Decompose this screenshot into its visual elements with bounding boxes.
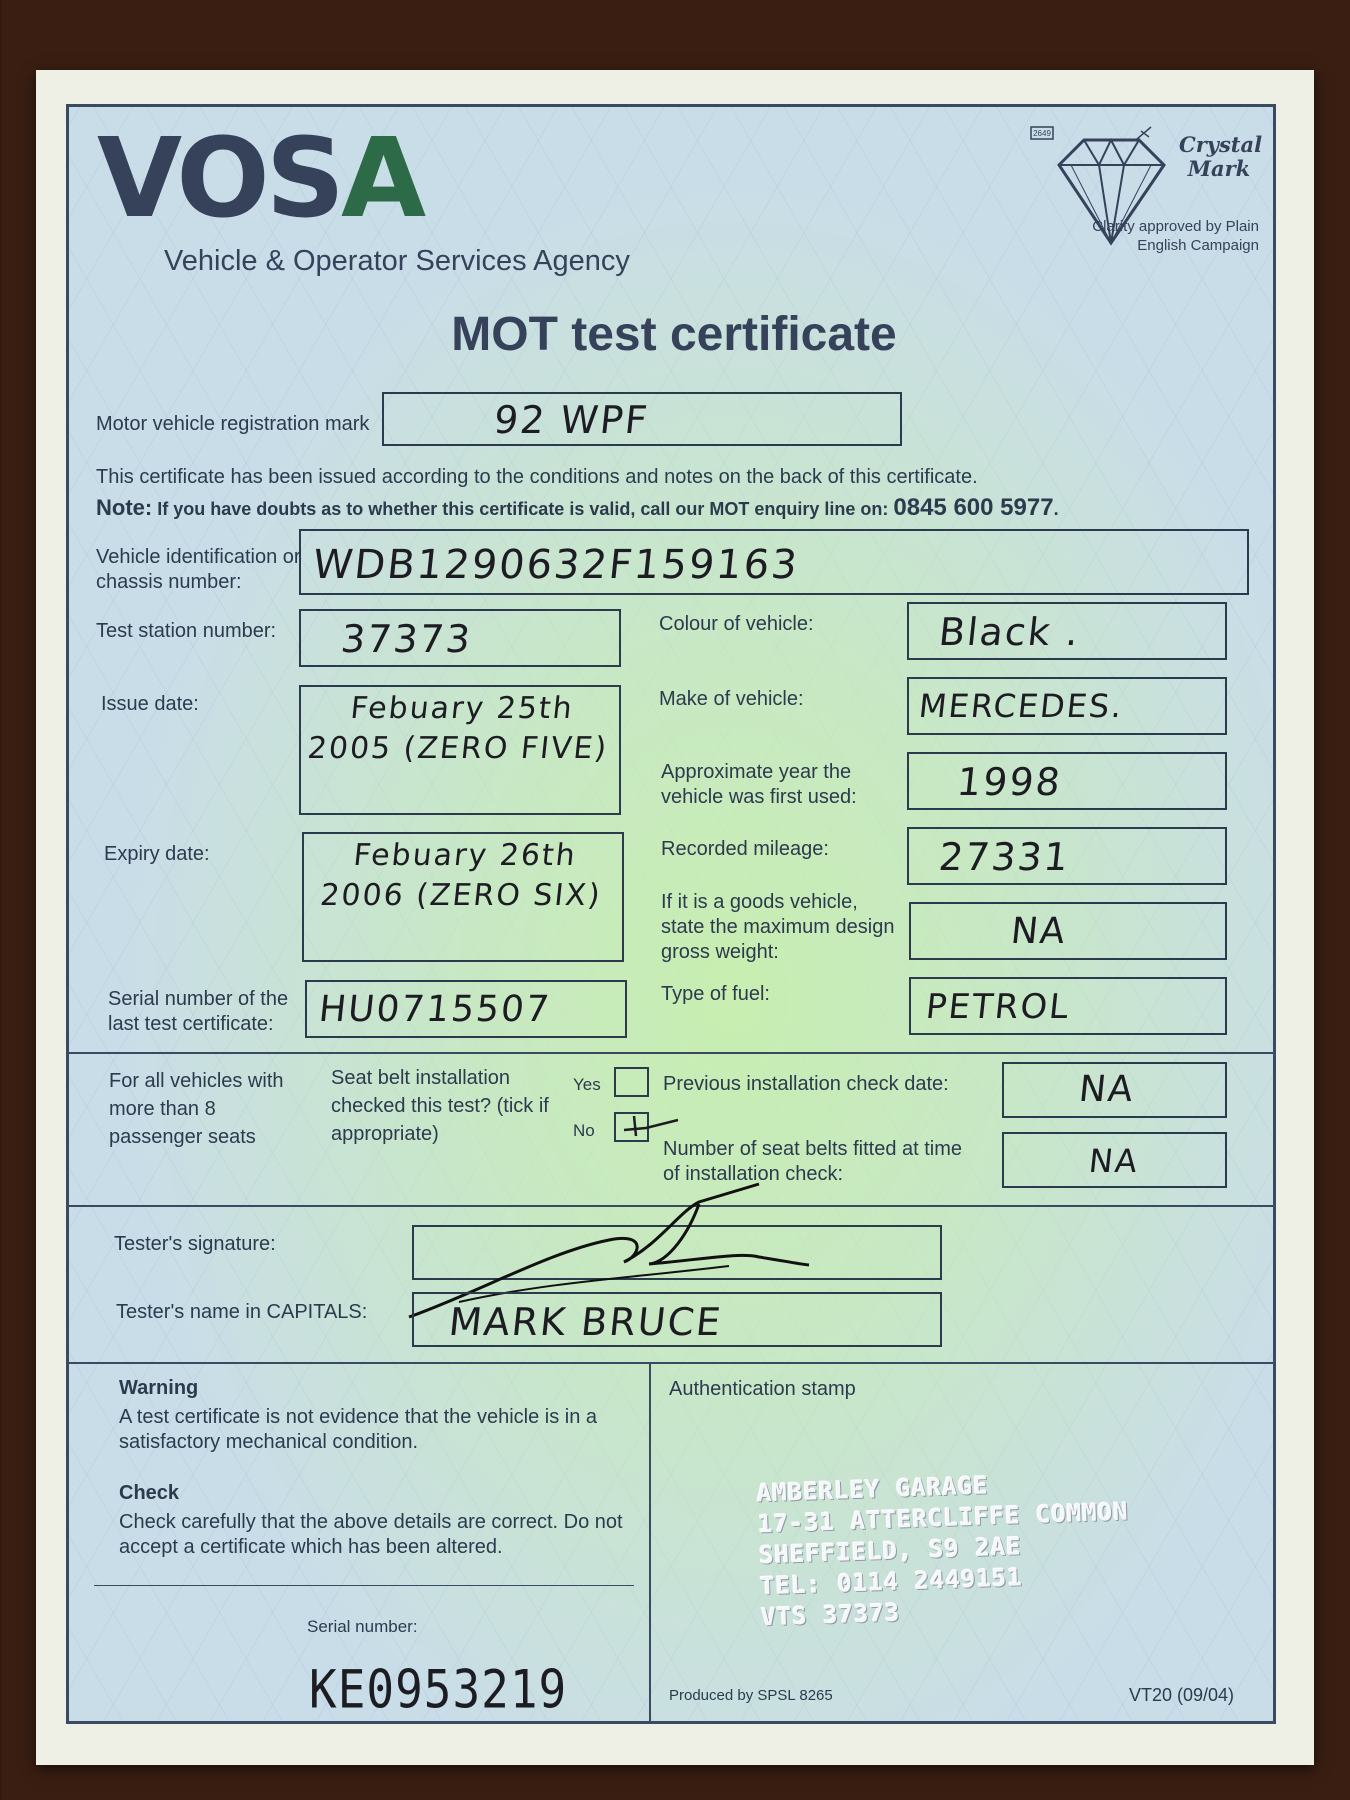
note-label: Note: [96, 495, 153, 520]
warning-text: A test certificate is not evidence that the vehicle is in a satisfactory mechanical condition. [119, 1406, 598, 1453]
make-label: Make of vehicle: [659, 688, 804, 710]
mileage-box [907, 827, 1227, 885]
yes-checkbox[interactable] [614, 1067, 649, 1097]
serial-last-value: HU0715507 [316, 989, 553, 1030]
previous-check-value: NA [1076, 1069, 1137, 1110]
logo-main-text: VOS [97, 114, 341, 242]
stamp-line: VTS 37373 [760, 1598, 901, 1632]
number-belts-value: NA [1087, 1142, 1141, 1180]
fuel-label: Type of fuel: [661, 983, 770, 1005]
registration-label: Motor vehicle registration mark [96, 413, 370, 435]
divider-footer [69, 1362, 1275, 1364]
tester-name-label: Tester's name in CAPITALS: [116, 1301, 368, 1323]
serial-last-label: Serial number of the last test certificate: [108, 988, 289, 1035]
certificate-paper [36, 70, 1314, 1765]
station-value: 37373 [338, 617, 475, 661]
year-label: Approximate year the vehicle was first used: [661, 761, 857, 808]
note-line [96, 493, 1266, 524]
fuel-box [909, 977, 1227, 1035]
issue-box [299, 685, 621, 815]
tick-mark-icon [616, 1110, 686, 1140]
tester-name-value: MARK BRUCE [446, 1300, 725, 1344]
certificate-sheet [66, 104, 1276, 1724]
colour-label: Colour of vehicle: [659, 613, 814, 635]
make-value: MERCEDES. [917, 687, 1126, 725]
make-box [907, 677, 1227, 735]
vin-box [299, 529, 1249, 595]
authentication-stamp [756, 1466, 1132, 1634]
conditions-text: This certificate has been issued according to the conditions and notes on the back of this certificate. [96, 466, 978, 488]
check-text: Check carefully that the above details are correct. Do not accept a certificate which has been altered. [119, 1511, 623, 1558]
stamp-line: AMBERLEY GARAGE [756, 1471, 990, 1508]
goods-label: If it is a goods vehicle, state the maximum design gross weight: [661, 891, 895, 963]
seatbelt-all-vehicles: For all vehicles with more than 8 passenger seats [109, 1070, 284, 1148]
divider-seatbelts [69, 1052, 1275, 1054]
number-belts-box [1002, 1132, 1227, 1188]
vin-label: Vehicle identification or chassis number: [96, 546, 301, 593]
station-label: Test station number: [96, 620, 277, 642]
stamp-line: TEL: 0114 2449151 [759, 1563, 1024, 1601]
no-checkbox[interactable] [614, 1112, 649, 1142]
no-label: No [573, 1121, 595, 1140]
check-heading: Check [119, 1482, 180, 1504]
stamp-line: 17-31 ATTERCLIFFE COMMON [757, 1497, 1130, 1539]
station-box [299, 609, 621, 667]
divider-footer-vertical [649, 1362, 651, 1724]
expiry-label: Expiry date: [104, 843, 210, 865]
serial-number-value: KE0953219 [309, 1657, 568, 1721]
page-title: MOT test certificate [451, 308, 897, 361]
serial-last-box [305, 980, 627, 1038]
tester-name-box [412, 1292, 942, 1347]
previous-check-box [1002, 1062, 1227, 1118]
yes-label: Yes [573, 1075, 601, 1094]
note-period: . [1053, 499, 1059, 519]
serial-divider [94, 1585, 634, 1586]
registration-box [382, 392, 902, 446]
crystal-mark-badge [1029, 125, 1263, 265]
seatbelt-question: Seat belt installation checked this test? (tick if appropriate) [331, 1067, 549, 1145]
fuel-value: PETROL [923, 987, 1073, 1027]
colour-box [907, 602, 1227, 660]
vosa-logo [97, 114, 423, 242]
crystal-code: 2649 [1033, 129, 1051, 138]
stamp-line: SHEFFIELD, S9 2AE [758, 1532, 1023, 1570]
goods-box [909, 902, 1227, 960]
produced-by: Produced by SPSL 8265 [669, 1687, 833, 1704]
serial-number-label: Serial number: [307, 1617, 418, 1636]
auth-stamp-label: Authentication stamp [669, 1378, 856, 1400]
mileage-value: 27331 [936, 835, 1073, 879]
agency-name: Vehicle & Operator Services Agency [164, 245, 630, 277]
crystal-caption: Clarity approved by Plain English Campaign [1092, 218, 1259, 254]
year-box [907, 752, 1227, 810]
enquiry-phone: 0845 600 5977 [893, 494, 1054, 521]
note-text: If you have doubts as to whether this certificate is valid, call our MOT enquiry line on: [157, 499, 889, 519]
signature-label: Tester's signature: [114, 1233, 276, 1255]
colour-value: Black . [936, 610, 1083, 654]
mileage-label: Recorded mileage: [661, 838, 829, 860]
number-belts-label: Number of seat belts fitted at time of installation check: [663, 1138, 963, 1185]
warning-heading: Warning [119, 1377, 199, 1399]
vin-value: WDB1290632F159163 [310, 542, 802, 588]
crystal-mark-text: Crystal Mark [1179, 132, 1263, 181]
goods-value: NA [1008, 911, 1069, 952]
expiry-value: Febuary 26th 2006 (ZERO SIX) [318, 838, 604, 913]
year-value: 1998 [954, 760, 1065, 804]
previous-check-label: Previous installation check date: [663, 1073, 949, 1095]
form-code: VT20 (09/04) [1129, 1685, 1235, 1705]
issue-value: Febuary 25th 2005 (ZERO FIVE) [305, 691, 610, 766]
issue-label: Issue date: [101, 693, 199, 715]
registration-value: 92 WPF [491, 398, 652, 442]
logo-accent-text: A [340, 114, 423, 242]
expiry-box [302, 832, 624, 962]
